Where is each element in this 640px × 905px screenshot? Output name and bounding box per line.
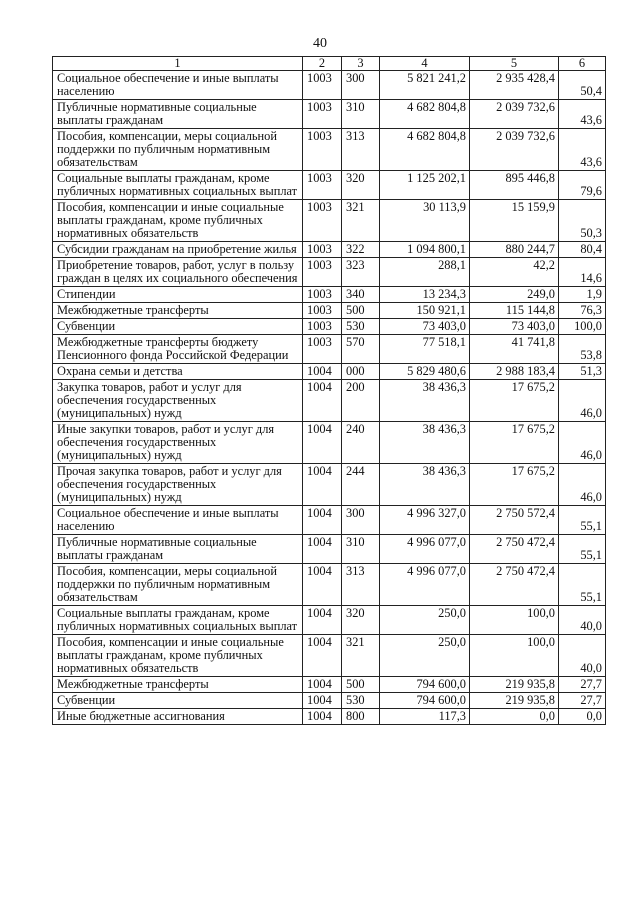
table-row	[53, 380, 606, 422]
expense-type-cell: 321	[342, 635, 380, 677]
actual-amount-cell: 219 935,8	[470, 693, 559, 709]
plan-amount-cell: 4 996 327,0	[380, 506, 470, 535]
table-row	[53, 303, 606, 319]
row-name-cell: Иные бюджетные ассигнования	[53, 709, 303, 725]
page-number: 40	[313, 36, 327, 51]
table-row	[53, 635, 606, 677]
expense-type-cell: 323	[342, 258, 380, 287]
section-code-cell: 1004	[303, 677, 342, 693]
section-code-cell: 1004	[303, 709, 342, 725]
section-code-cell: 1003	[303, 242, 342, 258]
row-name-cell: Прочая закупка товаров, работ и услуг для обеспечения государственных (муниципальных) нужд	[53, 464, 303, 506]
plan-amount-cell: 38 436,3	[380, 380, 470, 422]
table-row	[53, 535, 606, 564]
column-header: 3	[342, 57, 380, 71]
percent-cell: 50,3	[559, 200, 606, 242]
percent-cell: 55,1	[559, 535, 606, 564]
column-header: 5	[470, 57, 559, 71]
actual-amount-cell: 2 935 428,4	[470, 71, 559, 100]
table-row	[53, 242, 606, 258]
table-row	[53, 335, 606, 364]
actual-amount-cell: 2 750 572,4	[470, 506, 559, 535]
row-name-cell: Межбюджетные трансферты бюджету Пенсионного фонда Российской Федерации	[53, 335, 303, 364]
actual-amount-cell: 15 159,9	[470, 200, 559, 242]
actual-amount-cell: 41 741,8	[470, 335, 559, 364]
expense-type-cell: 300	[342, 506, 380, 535]
section-code-cell: 1003	[303, 200, 342, 242]
actual-amount-cell: 880 244,7	[470, 242, 559, 258]
table-row	[53, 319, 606, 335]
plan-amount-cell: 250,0	[380, 606, 470, 635]
actual-amount-cell: 2 750 472,4	[470, 535, 559, 564]
row-name-cell: Пособия, компенсации и иные социальные выплаты гражданам, кроме публичных нормативных обязательств	[53, 635, 303, 677]
expense-type-cell: 313	[342, 129, 380, 171]
actual-amount-cell: 895 446,8	[470, 171, 559, 200]
table-row	[53, 709, 606, 725]
row-name-cell: Пособия, компенсации и иные социальные выплаты гражданам, кроме публичных нормативных обязательств	[53, 200, 303, 242]
actual-amount-cell: 115 144,8	[470, 303, 559, 319]
row-name-cell: Охрана семьи и детства	[53, 364, 303, 380]
expense-type-cell: 300	[342, 71, 380, 100]
plan-amount-cell: 150 921,1	[380, 303, 470, 319]
percent-cell: 55,1	[559, 564, 606, 606]
plan-amount-cell: 73 403,0	[380, 319, 470, 335]
expense-type-cell: 240	[342, 422, 380, 464]
table-row	[53, 100, 606, 129]
plan-amount-cell: 4 682 804,8	[380, 129, 470, 171]
actual-amount-cell: 0,0	[470, 709, 559, 725]
plan-amount-cell: 38 436,3	[380, 422, 470, 464]
section-code-cell: 1004	[303, 693, 342, 709]
percent-cell: 43,6	[559, 129, 606, 171]
percent-cell: 50,4	[559, 71, 606, 100]
table-row	[53, 677, 606, 693]
expense-type-cell: 244	[342, 464, 380, 506]
section-code-cell: 1004	[303, 464, 342, 506]
expense-type-cell: 500	[342, 677, 380, 693]
plan-amount-cell: 4 996 077,0	[380, 535, 470, 564]
percent-cell: 46,0	[559, 422, 606, 464]
expense-type-cell: 320	[342, 171, 380, 200]
plan-amount-cell: 794 600,0	[380, 693, 470, 709]
expense-type-cell: 310	[342, 100, 380, 129]
column-header: 6	[559, 57, 606, 71]
table-row	[53, 287, 606, 303]
percent-cell: 27,7	[559, 677, 606, 693]
expense-type-cell: 313	[342, 564, 380, 606]
actual-amount-cell: 2 750 472,4	[470, 564, 559, 606]
budget-table	[52, 56, 606, 725]
table-row	[53, 606, 606, 635]
section-code-cell: 1003	[303, 171, 342, 200]
section-code-cell: 1003	[303, 71, 342, 100]
expense-type-cell: 322	[342, 242, 380, 258]
plan-amount-cell: 5 829 480,6	[380, 364, 470, 380]
row-name-cell: Иные закупки товаров, работ и услуг для обеспечения государственных (муниципальных) нужд	[53, 422, 303, 464]
actual-amount-cell: 249,0	[470, 287, 559, 303]
percent-cell: 51,3	[559, 364, 606, 380]
section-code-cell: 1004	[303, 635, 342, 677]
row-name-cell: Социальные выплаты гражданам, кроме публичных нормативных социальных выплат	[53, 606, 303, 635]
plan-amount-cell: 38 436,3	[380, 464, 470, 506]
plan-amount-cell: 1 094 800,1	[380, 242, 470, 258]
table-header-row	[53, 57, 606, 71]
table-row	[53, 464, 606, 506]
actual-amount-cell: 2 988 183,4	[470, 364, 559, 380]
plan-amount-cell: 1 125 202,1	[380, 171, 470, 200]
percent-cell: 27,7	[559, 693, 606, 709]
table-row	[53, 258, 606, 287]
row-name-cell: Субсидии гражданам на приобретение жилья	[53, 242, 303, 258]
percent-cell: 53,8	[559, 335, 606, 364]
percent-cell: 100,0	[559, 319, 606, 335]
table-row	[53, 693, 606, 709]
column-header: 2	[303, 57, 342, 71]
actual-amount-cell: 17 675,2	[470, 422, 559, 464]
expense-type-cell: 800	[342, 709, 380, 725]
row-name-cell: Субвенции	[53, 693, 303, 709]
table-row	[53, 564, 606, 606]
section-code-cell: 1004	[303, 506, 342, 535]
table-row	[53, 364, 606, 380]
expense-type-cell: 340	[342, 287, 380, 303]
actual-amount-cell: 2 039 732,6	[470, 129, 559, 171]
actual-amount-cell: 17 675,2	[470, 464, 559, 506]
table-row	[53, 129, 606, 171]
plan-amount-cell: 77 518,1	[380, 335, 470, 364]
table-row	[53, 71, 606, 100]
row-name-cell: Субвенции	[53, 319, 303, 335]
expense-type-cell: 530	[342, 319, 380, 335]
expense-type-cell: 570	[342, 335, 380, 364]
section-code-cell: 1004	[303, 380, 342, 422]
row-name-cell: Стипендии	[53, 287, 303, 303]
row-name-cell: Межбюджетные трансферты	[53, 303, 303, 319]
actual-amount-cell: 219 935,8	[470, 677, 559, 693]
section-code-cell: 1003	[303, 100, 342, 129]
column-header: 1	[53, 57, 303, 71]
section-code-cell: 1003	[303, 129, 342, 171]
percent-cell: 1,9	[559, 287, 606, 303]
expense-type-cell: 530	[342, 693, 380, 709]
section-code-cell: 1004	[303, 606, 342, 635]
percent-cell: 43,6	[559, 100, 606, 129]
section-code-cell: 1003	[303, 335, 342, 364]
actual-amount-cell: 42,2	[470, 258, 559, 287]
expense-type-cell: 310	[342, 535, 380, 564]
actual-amount-cell: 100,0	[470, 635, 559, 677]
section-code-cell: 1004	[303, 535, 342, 564]
percent-cell: 79,6	[559, 171, 606, 200]
row-name-cell: Пособия, компенсации, меры социальной поддержки по публичным нормативным обязательствам	[53, 129, 303, 171]
section-code-cell: 1004	[303, 564, 342, 606]
percent-cell: 40,0	[559, 606, 606, 635]
row-name-cell: Приобретение товаров, работ, услуг в пользу граждан в целях их социального обеспечения	[53, 258, 303, 287]
percent-cell: 76,3	[559, 303, 606, 319]
plan-amount-cell: 13 234,3	[380, 287, 470, 303]
expense-type-cell: 320	[342, 606, 380, 635]
column-header: 4	[380, 57, 470, 71]
percent-cell: 80,4	[559, 242, 606, 258]
plan-amount-cell: 4 996 077,0	[380, 564, 470, 606]
table-row	[53, 422, 606, 464]
percent-cell: 55,1	[559, 506, 606, 535]
plan-amount-cell: 250,0	[380, 635, 470, 677]
row-name-cell: Публичные нормативные социальные выплаты гражданам	[53, 535, 303, 564]
percent-cell: 40,0	[559, 635, 606, 677]
plan-amount-cell: 117,3	[380, 709, 470, 725]
table-row	[53, 200, 606, 242]
percent-cell: 46,0	[559, 380, 606, 422]
plan-amount-cell: 4 682 804,8	[380, 100, 470, 129]
section-code-cell: 1004	[303, 364, 342, 380]
table-row	[53, 171, 606, 200]
section-code-cell: 1003	[303, 258, 342, 287]
percent-cell: 46,0	[559, 464, 606, 506]
percent-cell: 0,0	[559, 709, 606, 725]
section-code-cell: 1003	[303, 303, 342, 319]
actual-amount-cell: 73 403,0	[470, 319, 559, 335]
expense-type-cell: 321	[342, 200, 380, 242]
section-code-cell: 1003	[303, 287, 342, 303]
percent-cell: 14,6	[559, 258, 606, 287]
plan-amount-cell: 5 821 241,2	[380, 71, 470, 100]
expense-type-cell: 500	[342, 303, 380, 319]
row-name-cell: Пособия, компенсации, меры социальной поддержки по публичным нормативным обязательствам	[53, 564, 303, 606]
expense-type-cell: 000	[342, 364, 380, 380]
row-name-cell: Публичные нормативные социальные выплаты гражданам	[53, 100, 303, 129]
plan-amount-cell: 288,1	[380, 258, 470, 287]
row-name-cell: Закупка товаров, работ и услуг для обеспечения государственных (муниципальных) нужд	[53, 380, 303, 422]
row-name-cell: Социальное обеспечение и иные выплаты населению	[53, 71, 303, 100]
table-row	[53, 506, 606, 535]
expense-type-cell: 200	[342, 380, 380, 422]
section-code-cell: 1003	[303, 319, 342, 335]
row-name-cell: Социальные выплаты гражданам, кроме публичных нормативных социальных выплат	[53, 171, 303, 200]
actual-amount-cell: 100,0	[470, 606, 559, 635]
actual-amount-cell: 17 675,2	[470, 380, 559, 422]
plan-amount-cell: 794 600,0	[380, 677, 470, 693]
row-name-cell: Межбюджетные трансферты	[53, 677, 303, 693]
actual-amount-cell: 2 039 732,6	[470, 100, 559, 129]
section-code-cell: 1004	[303, 422, 342, 464]
row-name-cell: Социальное обеспечение и иные выплаты населению	[53, 506, 303, 535]
plan-amount-cell: 30 113,9	[380, 200, 470, 242]
